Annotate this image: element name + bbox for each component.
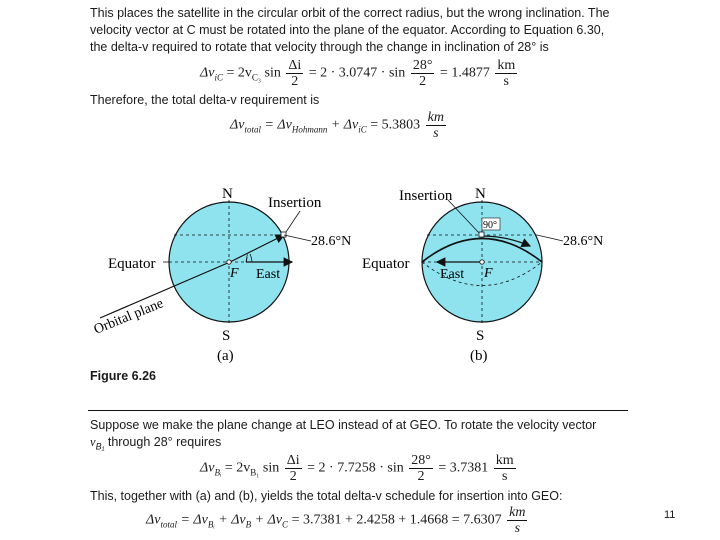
south-label-a: S <box>222 328 231 344</box>
figure-caption: Figure 6.26 <box>90 369 156 383</box>
equation-delta-v-total-2: $\Delta v_{total} = \Delta v_{Bᵢ} + \Delta v_B + \Delta v_C = 3.7381 + 2.4258 + 1.4668 = 7.6307$ $\frac{km}{s}$ <box>146 505 526 536</box>
figure-b <box>362 186 603 364</box>
figure-a-label: (a) <box>217 348 234 364</box>
latitude-label-a: 28.6°N <box>311 234 352 249</box>
para1-line3: the delta-v required to rotate that velocity through the change in inclination of 28° is <box>90 40 549 54</box>
para1-line1: This places the satellite in the circular orbit of the correct radius, but the wrong inclination. The <box>90 6 610 20</box>
equation-delta-v-total-1: $\Delta v_{total} = \Delta v_{Hohmann} + \Delta v_{iC} = 5.3803$ $\frac{km}{s}$ <box>230 110 444 141</box>
bottom-line1: Suppose we make the plane change at LEO instead of at GEO. To rotate the velocity vector <box>90 418 597 432</box>
bottom-line2: $v_{B_1}$ through 28° requires <box>90 435 222 452</box>
equation-delta-v-ic: $\Delta v_{iC} = 2v_{C_3}$ sin $\frac{\Delta i}{2}$ = 2 · 3.0747 · sin $\frac{28^\circ}{2}$ = 1.4877 $\frac{km}{s}$ <box>200 58 516 89</box>
focus-label-b: F <box>484 266 493 281</box>
incl-label-a: i <box>245 251 249 265</box>
east-label-b: East <box>440 267 465 282</box>
para1-line2: velocity vector at C must be rotated into the plane of the equator. According to Equation 6.30, <box>90 23 605 37</box>
focus-label-a: F <box>230 266 239 281</box>
equation-delta-v-bi: $\Delta v_{Bᵢ} = 2v_{B_1}$ sin $\frac{\Delta i}{2}$ = 2 · 7.7258 · sin $\frac{28^\circ}{2}$ = 3.7381 $\frac{km}{s}$ <box>200 453 514 484</box>
north-label-b: N <box>475 186 486 202</box>
divider-line <box>88 410 628 411</box>
right-angle-label-b: 90° <box>483 220 497 231</box>
therefore-line: Therefore, the total delta-v requirement is <box>90 93 320 107</box>
south-label-b: S <box>476 328 485 344</box>
equator-label-a: Equator <box>108 256 156 272</box>
orbital-plane-label: Orbital plane <box>91 296 166 338</box>
page-number: 11 <box>664 509 676 521</box>
north-label-a: N <box>222 186 233 202</box>
insertion-label-b: Insertion <box>399 188 453 204</box>
latitude-label-b: 28.6°N <box>563 234 604 249</box>
figure-a <box>92 186 351 364</box>
bottom-line3: This, together with (a) and (b), yields the total delta-v schedule for insertion into GEO: <box>90 489 563 503</box>
figure-b-label: (b) <box>470 348 488 364</box>
insertion-label-a: Insertion <box>268 195 322 211</box>
east-label-a: East <box>256 267 281 282</box>
equator-label-b: Equator <box>362 256 410 272</box>
